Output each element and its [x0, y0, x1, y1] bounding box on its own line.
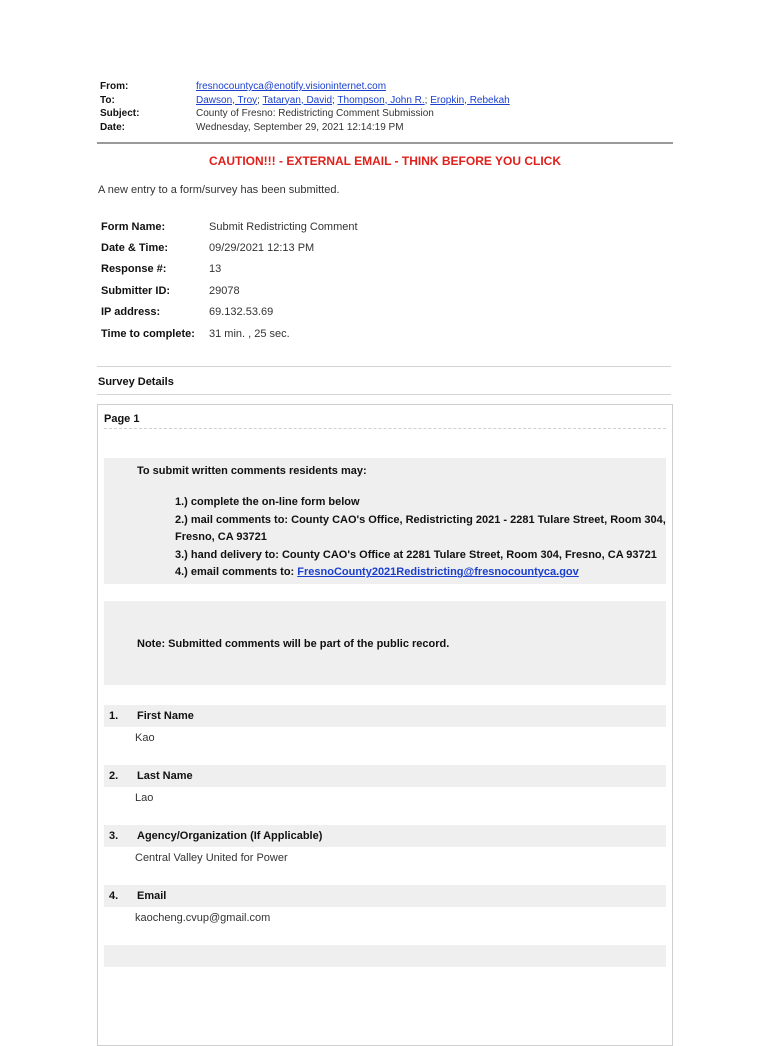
question-number: 2. [109, 770, 119, 782]
datetime-label: Date & Time: [101, 242, 169, 255]
from-address-link[interactable]: fresnocountyca@enotify.visioninternet.com [196, 81, 387, 92]
instructions-list [175, 494, 666, 582]
question-answer: Kao [135, 732, 155, 744]
from-row [100, 80, 510, 94]
date-value: Wednesday, September 29, 2021 12:14:19 PM [196, 121, 404, 133]
redistricting-email-link[interactable]: FresnoCounty2021Redistricting@fresnocountyca.gov [297, 566, 579, 579]
page-divider [104, 428, 666, 429]
meta-row [101, 302, 358, 323]
instruction-item: 2.) mail comments to: County CAO's Office, Redistricting 2021 - 2281 Tulare Street, Room 304, [175, 513, 666, 526]
instruction-item: Fresno, CA 93721 [175, 531, 267, 544]
ip-label: IP address: [101, 306, 161, 319]
question-label: First Name [137, 710, 194, 722]
question-header [104, 945, 666, 967]
from-label: From: [100, 81, 129, 92]
question-answer: Lao [135, 792, 154, 804]
instruction-item: 3.) hand delivery to: County CAO's Office at 2281 Tulare Street, Room 304, Fresno, CA 93721 [175, 548, 657, 561]
recipient-link[interactable]: Thompson, John R. [337, 94, 425, 106]
to-label: To: [100, 94, 115, 106]
meta-row [101, 216, 358, 237]
survey-divider-top [97, 366, 671, 367]
date-row [100, 121, 510, 135]
meta-row [101, 323, 358, 344]
question-number: 4. [109, 890, 119, 902]
instructions-title: To submit written comments residents may: [137, 465, 367, 477]
recipient-link[interactable]: Dawson, Troy [196, 94, 258, 106]
date-label: Date: [100, 121, 126, 133]
question-answer: Central Valley United for Power [135, 852, 288, 864]
question-number: 3. [109, 830, 119, 842]
survey-details-title: Survey Details [98, 376, 174, 388]
header-divider [97, 142, 673, 144]
to-row [100, 94, 510, 108]
question-label: Last Name [137, 770, 193, 782]
response-label: Response #: [101, 263, 167, 276]
question-label: Agency/Organization (If Applicable) [137, 830, 323, 842]
meta-row [101, 280, 358, 301]
note-text: Note: Submitted comments will be part of the public record. [137, 638, 450, 650]
submitter-value: 29078 [209, 284, 240, 297]
form-metadata [101, 216, 358, 344]
subject-row [100, 107, 510, 121]
instruction-item [175, 564, 666, 582]
recipient-link[interactable]: Tataryan, David [262, 94, 333, 106]
form-name-value: Submit Redistricting Comment [209, 220, 358, 233]
email-header [100, 80, 510, 134]
time-value: 31 min. , 25 sec. [209, 327, 290, 340]
question-number: 1. [109, 710, 119, 722]
recipient-link[interactable]: Eropkin, Rebekah [430, 94, 510, 106]
question-answer: kaocheng.cvup@gmail.com [135, 912, 271, 924]
ip-value: 69.132.53.69 [209, 306, 274, 319]
intro-text: A new entry to a form/survey has been submitted. [98, 184, 340, 196]
form-name-label: Form Name: [101, 220, 166, 233]
subject-value: County of Fresno: Redistricting Comment Submission [196, 108, 434, 119]
response-value: 13 [209, 263, 222, 276]
instruction-email-prefix: 4.) email comments to: [175, 566, 298, 579]
datetime-value: 09/29/2021 12:13 PM [209, 242, 315, 255]
caution-banner: CAUTION!!! - EXTERNAL EMAIL - THINK BEFORE YOU CLICK [209, 154, 561, 168]
recipient-separator: ; [424, 94, 431, 106]
time-label: Time to complete: [101, 327, 195, 340]
recipient-separator: ; [332, 94, 338, 106]
survey-divider-bottom [97, 394, 671, 395]
recipient-separator: ; [257, 94, 263, 106]
instruction-item: 1.) complete the on-line form below [175, 496, 360, 508]
page-label: Page 1 [104, 413, 140, 425]
meta-row [101, 237, 358, 258]
question-header [104, 885, 666, 907]
meta-row [101, 259, 358, 280]
subject-label: Subject: [100, 108, 140, 119]
question-label: Email [137, 890, 167, 902]
submitter-label: Submitter ID: [101, 284, 171, 297]
